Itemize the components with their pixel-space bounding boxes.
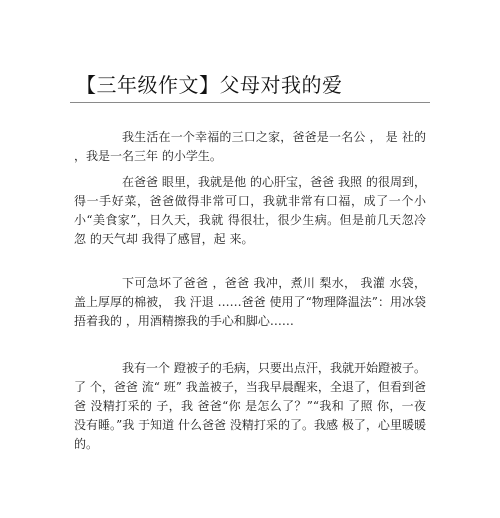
paragraph-1: 我生活在一个幸福的三口之家，爸爸是一名公 ， 是 社的 ，我是一名三年 的小学生。 [74,130,426,163]
paragraph-3: 下可急坏了爸爸 ，爸爸 我冲，煮川 梨水， 我灌 水袋，盖上厚厚的棉被， 我 汗退 ……爸爸 使用了“物理降温法”：用冰袋捂着我的 ，用酒精擦我的手心和脚心…… [74,276,426,328]
title-divider [70,102,430,103]
paragraph-2: 在爸爸 眼里，我就是他 的心肝宝，爸爸 我照 的很周到， 得一手好菜，爸爸做得非常可口，我就非常有口福，成了一个小小“美食家”，日久天，我就 得很壮，很少生病。但是前几天忽冷忽 的天气却 我得了感冒，起 来。 [74,175,426,246]
page-title: 【三年级作文】父母对我的爱 [76,73,343,97]
paragraph-4: 我有一个 蹬被子的毛病，只要出点汗，我就开始蹬被子。了 个，爸爸 流“ 班” 我盖被子，当我早晨醒来，全退了，但看到爸爸 没精打采的 子，我 爸爸“你 是怎么了？”“我和 了照 你，一夜没有睡。”我 于知道 什么爸爸 没精打采的了。我感 极了，心里暖暖的。 [74,361,426,451]
